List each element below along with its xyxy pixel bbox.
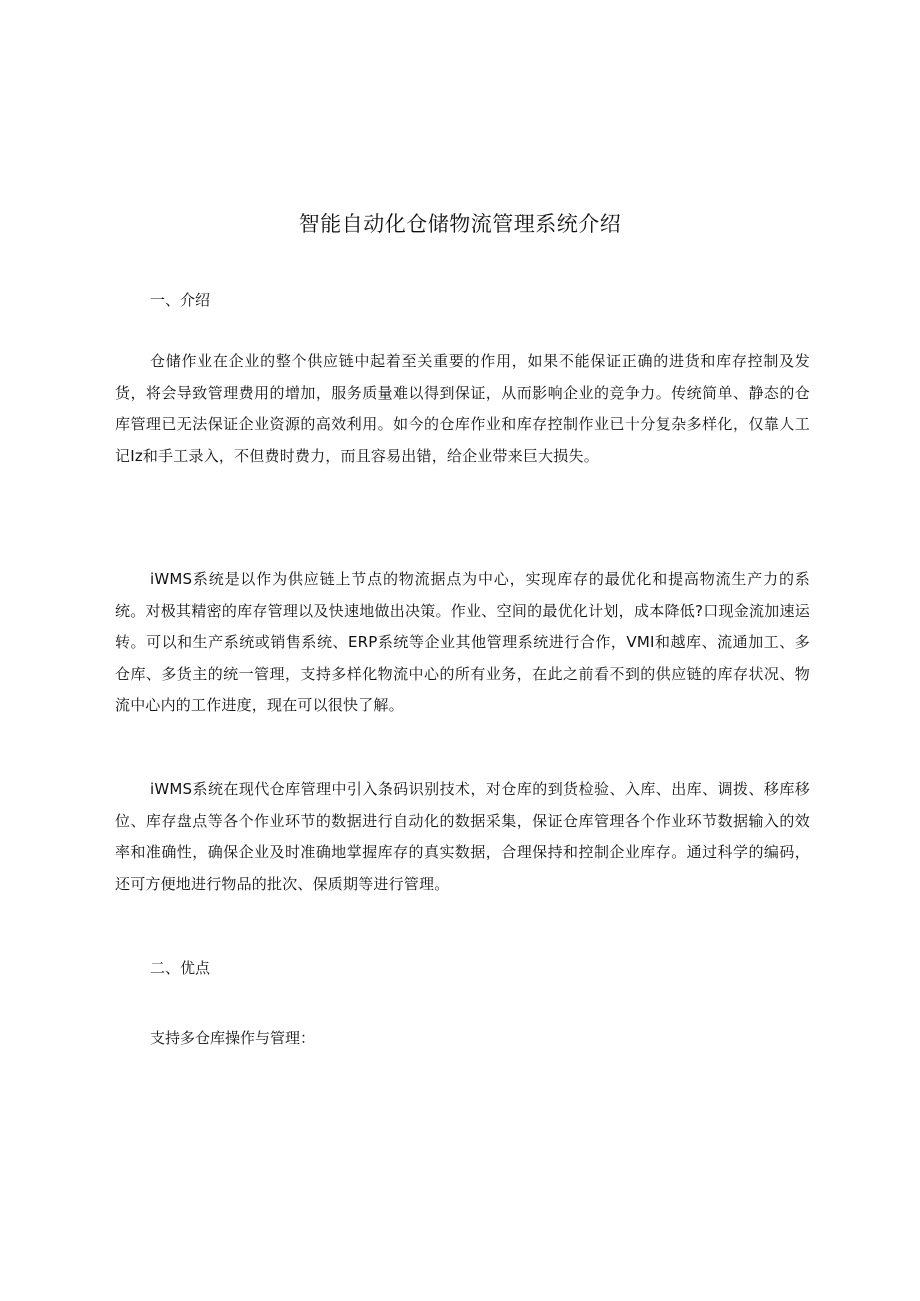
paragraph-warehouse-importance: 仓储作业在企业的整个供应链中起着至关重要的作用，如果不能保证正确的进货和库存控制及发货，将会导致管理费用的增加，服务质量难以得到保证，从而影响企业的竞争力。传统简单、静态的仓库管理已无法保证企业资源的高效利用。如今的仓库作业和库存控制作业已十分复杂多样化，仅靠人工记Iz和手工录入，不但费时费力，而且容易出错，给企业带来巨大损失。 bbox=[115, 352, 810, 465]
section-heading-advantages: 二、优点 bbox=[150, 959, 211, 977]
section-heading-introduction: 一、介绍 bbox=[150, 291, 211, 309]
paragraph-barcode-technology: iWMS系统在现代仓库管理中引入条码识别技术，对仓库的到货检验、入库、出库、调拨、移库移位、库存盘点等各个作业环节的数据进行自动化的数据采集，保证仓库管理各个作业环节数据输入的效率和准确性，确保企业及时准确地掌握库存的真实数据，合理保持和控制企业库存。通过科学的编码，还可方便地进行物品的批次、保质期等进行管理。 bbox=[115, 780, 810, 893]
advantage-lead-text: 支持多仓库操作与管理： bbox=[150, 1029, 316, 1047]
document-title: 智能自动化仓储物流管理系统介绍 bbox=[298, 212, 622, 236]
paragraph-iwms-overview: iWMS系统是以作为供应链上节点的物流据点为中心，实现库存的最优化和提高物流生产力的系统。对极其精密的库存管理以及快速地做出决策。作业、空间的最优化计划，成本降低?口现金流加速运转。可以和生产系统或销售系统、ERP系统等企业其他管理系统进行合作，VMI和越库、流通加工、多仓库、多货主的统一管理，支持多样化物流中心的所有业务，在此之前看不到的供应链的库存状况、物流中心内的工作进度，现在可以很快了解。 bbox=[115, 570, 810, 714]
